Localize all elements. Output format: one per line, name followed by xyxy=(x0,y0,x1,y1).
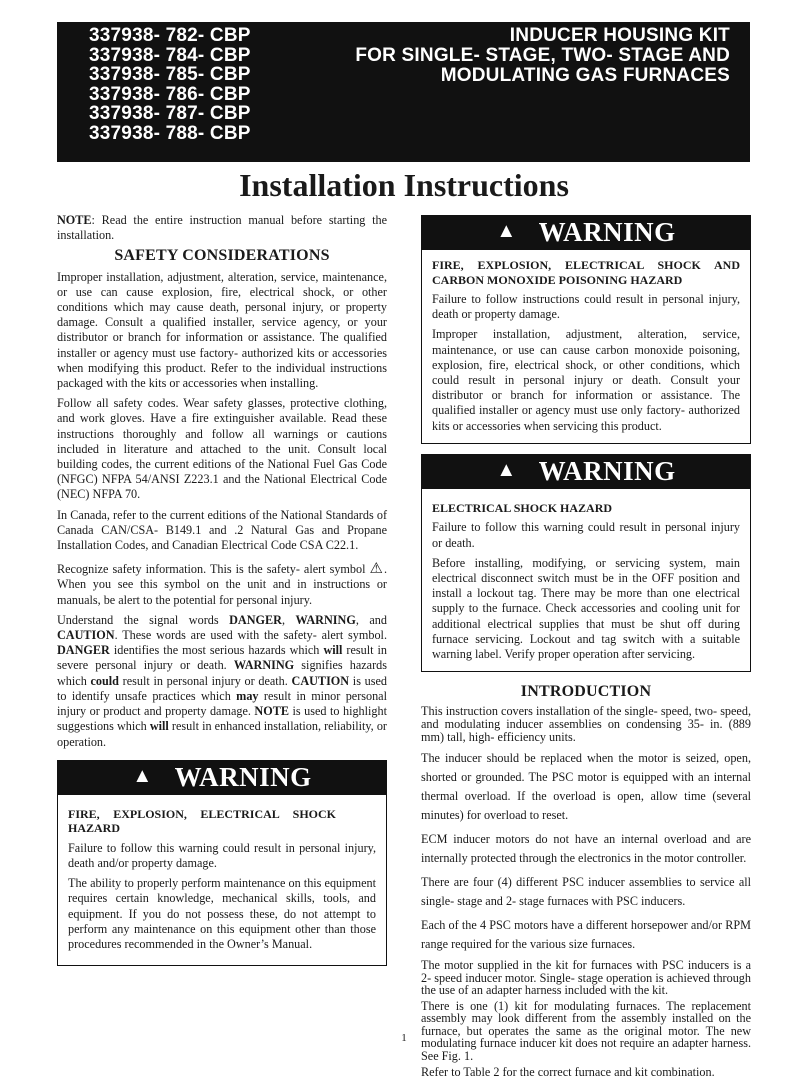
intro-paragraph: ECM inducer motors do not have an internal overload and are internally protected through the electronics in the motor controller. xyxy=(421,832,751,866)
kit-title xyxy=(355,26,730,86)
warning-text: Improper installation, adjustment, alteration, service, maintenance, or use can cause carbon monoxide poisoning, explosion, fire, electrical shock, or other conditions, which could result in personal injury or death. Consult your distributor or branch for information or assistance. The qualified installer or agency must use only factory- authorized kits or accessories when servicing this product. xyxy=(432,327,740,433)
warning-text: Failure to follow this warning could result in personal injury, death and/or property damage. xyxy=(68,840,376,870)
kit-title-line: FOR SINGLE- STAGE, TWO- STAGE AND xyxy=(355,45,730,66)
part-number: 337938- 788- CBP xyxy=(89,122,251,144)
warning-label: WARNING xyxy=(538,456,676,487)
warning-label: WARNING xyxy=(174,762,312,793)
warning-triangle-icon: ▲ xyxy=(496,459,517,482)
safety-heading: SAFETY CONSIDERATIONS xyxy=(114,247,330,265)
intro-paragraph: The inducer should be replaced when the motor is seized, open, shorted or grounded. The PSC motor is equipped with an internal thermal overload. If the overload is open, allow time (several minutes) for overload to reset. xyxy=(421,751,751,823)
part-number: 337938- 782- CBP xyxy=(89,25,251,46)
part-number: 337938- 784- CBP xyxy=(89,44,251,66)
safety-paragraph: Follow all safety codes. Wear safety glasses, protective clothing, and work gloves. Have a fire extinguisher available. Read these instructions thoroughly and follow all warnings or cautions included in literature and attached to the unit. Consult local building codes, the current editions of the National Fuel Gas Code (NFGC) NFPA 54/ANSI Z223.1 and the National Electrical Code (NEC) NFPA 70. xyxy=(57,396,387,502)
intro-paragraph: There are four (4) different PSC inducer assemblies to service all single- stage and 2- stage furnaces with PSC inducers. xyxy=(421,875,751,909)
safety-alert-icon: ⚠ xyxy=(369,561,384,578)
part-number: 337938- 785- CBP xyxy=(89,64,251,86)
intro-paragraph: There is one (1) kit for modulating furnaces. The replacement assembly may look different from the assembly installed on the furnace, but operates the same as the original motor. The new modulating furnace inducer kit does not require an adapter harness. See Fig. 1. xyxy=(421,998,751,1063)
warning-triangle-icon: ▲ xyxy=(132,765,153,788)
introduction-heading: INTRODUCTION xyxy=(520,683,652,701)
intro-paragraph: The motor supplied in the kit for furnaces with PSC inducers is a 2- speed inducer motor. Single- stage operation is achieved through the use of an adapter harness included with the kit. xyxy=(421,958,751,998)
intro-paragraph: Each of the 4 PSC motors have a different horsepower and/or RPM range required for the various size furnaces. xyxy=(421,918,751,952)
intro-paragraph: Refer to Table 2 for the correct furnace and kit combination. xyxy=(421,1065,715,1080)
kit-title-line: INDUCER HOUSING KIT xyxy=(509,25,730,46)
hazard-title: FIRE, EXPLOSION, ELECTRICAL SHOCK HAZARD xyxy=(68,806,336,836)
safety-alert-paragraph: Recognize safety information. This is the safety- alert symbol ⚠. When you see this symbol on the unit and in instructions or manuals, be alert to the potential for personal injury. xyxy=(57,561,387,607)
warning-box-electrical-shock xyxy=(421,454,751,672)
warning-box-fire-explosion xyxy=(57,760,387,966)
part-number: 337938- 786- CBP xyxy=(89,83,251,105)
intro-paragraph: This instruction covers installation of the single- speed, two- speed, and modulating inducer assemblies on condensing 35- in. (889 mm) tall, high- efficiency units. xyxy=(421,704,751,745)
page-number: 1 xyxy=(401,1032,407,1044)
warning-label: WARNING xyxy=(538,217,676,248)
signal-words-paragraph: Understand the signal words DANGER, WARNING, and CAUTION. These words are used with the safety- alert symbol. DANGER identifies the most serious hazards which will result in severe personal injury or death. WARNING signifies hazards which could result in personal injury or death. CAUTION is used to identify unsafe practices which may result in minor personal injury or product and property damage. NOTE is used to highlight suggestions which will result in enhanced installation, reliability, or operation. xyxy=(57,612,387,749)
warning-header xyxy=(422,455,750,489)
header-banner xyxy=(57,22,750,162)
safety-paragraph: In Canada, refer to the current editions of the National Standards of Canada CAN/CSA- B149.1 and .2 Natural Gas and Propane Installation Codes, and Canadian Electrical Code CSA C22.1. xyxy=(57,507,387,553)
hazard-title: ELECTRICAL SHOCK HAZARD xyxy=(432,500,613,515)
part-number-list xyxy=(89,26,251,144)
warning-triangle-icon: ▲ xyxy=(496,220,517,243)
right-column xyxy=(421,215,751,1086)
warning-text: The ability to properly perform maintenance on this equipment requires certain knowledge, mechanical skills, tools, and equipment. If you do not possess these, do not attempt to perform any maintenance on this equipment other than those procedures recommended in the Owner’s Manual. xyxy=(68,876,376,951)
safety-paragraph: Improper installation, adjustment, alteration, service, maintenance, or use can cause explosion, fire, electrical shock, or other conditions which may cause death, personal injury, or property damage. Consult a qualified installer, service agency, or your distributor or branch for information or assistance. The qualified installer or agency must use factory- authorized kits or accessories when modifying this product. Refer to the individual instructions packaged with the kits or accessories when installing. xyxy=(57,269,387,391)
warning-text: Failure to follow instructions could result in personal injury, death or property damage. xyxy=(432,292,740,322)
warning-header xyxy=(422,216,750,250)
warning-text: Failure to follow this warning could result in personal injury or death. xyxy=(432,520,740,550)
left-column xyxy=(57,213,387,974)
warning-box-co-poisoning xyxy=(421,215,751,444)
warning-header xyxy=(58,761,386,795)
page-title: Installation Instructions xyxy=(239,167,569,203)
note-label: NOTE xyxy=(57,213,92,227)
hazard-title: FIRE, EXPLOSION, ELECTRICAL SHOCK AND CARBON MONOXIDE POISONING HAZARD xyxy=(432,258,740,287)
kit-title-line: MODULATING GAS FURNACES xyxy=(440,65,730,86)
warning-text: Before installing, modifying, or servicing system, main electrical disconnect switch must be in the OFF position and install a lockout tag. There may be more than one electrical supply to the furnace. Check accessories and cooling unit for additional electrical supplies that must be shut off during furnace servicing. Lockout and tag switch with a suitable warning label. Verify proper operation after servicing. xyxy=(432,555,740,661)
note-text: : Read the entire instruction manual before starting the installation. xyxy=(57,213,387,243)
part-number: 337938- 787- CBP xyxy=(89,103,251,125)
note-paragraph xyxy=(57,213,387,243)
